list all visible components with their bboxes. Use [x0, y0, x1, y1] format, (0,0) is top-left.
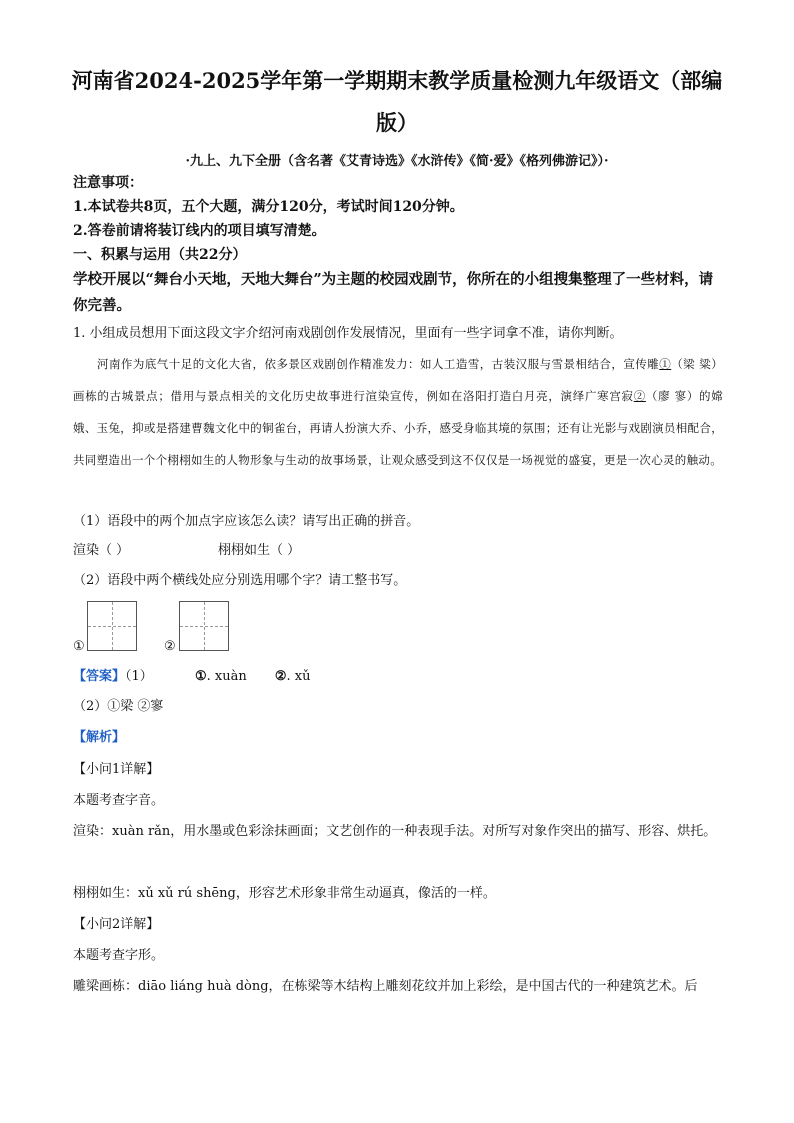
grid-label-1: ① — [73, 639, 85, 654]
answer-1-prefix: （1） — [125, 669, 153, 684]
page-title: 河南省2024-2025学年第一学期期末教学质量检测九年级语文（部编 — [71, 68, 723, 93]
passage-part-2: （梁 粱）画栋的古城景点；借用与景点相关的文化历史故事进行渲染宣传，例如在洛阳打造白月亮，演绎广寒宫寂 — [73, 357, 724, 403]
exam-scope: ·九上、九下全册（含名著《艾青诗选》《水浒传》《简·爱》《格列佛游记》）· — [185, 154, 609, 169]
detail-1-text: 本题考查字音。 — [73, 793, 165, 808]
question-1-stem: 1. 小组成员想用下面这段文字介绍河南戏剧创作发展情况，里面有一些字词拿不准，请你判断。 — [73, 326, 623, 341]
detail-2-heading: 【小问2详解】 — [73, 917, 160, 932]
section-heading-1: 一、积累与运用（共22分） — [73, 247, 247, 263]
writing-grid-1 — [87, 601, 137, 651]
answer-tag: 【答案】 — [73, 669, 126, 684]
analysis-tag: 【解析】 — [73, 730, 126, 745]
pinyin-blank-1: 渲染（ ） — [73, 543, 130, 558]
question-1-passage — [73, 348, 723, 476]
passage-part-3: （廖 寥）的嫦娥、玉兔，抑或是搭建曹魏文化中的铜雀台，再请人扮演大乔、小乔，感受身临其境的氛围；还有让光影与戏剧演员相配合，共同塑造出一个个栩栩如生的人物形象与生动的故事场景，让观众感受到这不仅仅是一场视觉的盛宴，更是一次心灵的触动。 — [73, 389, 723, 467]
page-title-continued: 版） — [376, 110, 418, 135]
notice-item-1: 1.本试卷共8页，五个大题，满分120分，考试时间120分钟。 — [73, 199, 464, 215]
answer-1-a-num: ① — [194, 669, 207, 684]
notice-heading: 注意事项： — [73, 175, 143, 191]
answer-1-b: . xǔ — [286, 669, 311, 684]
answer-line-2: （2）①梁 ②寥 — [73, 699, 164, 714]
answer-1-a: . xuàn — [206, 669, 247, 684]
blank-marker-1: ① — [659, 357, 672, 371]
notice-item-2: 2.答卷前请将装订线内的项目填写清楚。 — [73, 223, 326, 239]
explanation-xuanran: 渲染：xuàn rǎn，用水墨或色彩涂抹画面；文艺创作的一种表现手法。对所写对象作突出的描写、形容、烘托。 — [73, 824, 717, 839]
pinyin-blank-2: 栩栩如生（ ） — [218, 543, 301, 558]
explanation-diaoliang: 雕梁画栋：diāo liáng huà dòng，在栋梁等木结构上雕刻花纹并加上彩绘，是中国古代的一种建筑艺术。后 — [73, 979, 698, 994]
answer-1-b-num: ② — [274, 669, 287, 684]
blank-marker-2: ② — [633, 389, 646, 403]
answer-line-1 — [73, 669, 310, 685]
writing-grid-2 — [179, 601, 229, 651]
grid-label-2: ② — [164, 639, 176, 654]
passage-part-1: 河南作为底气十足的文化大省，依多景区戏剧创作精准发力：如人工造雪，古装汉服与雪景相结合，宣传雕 — [97, 357, 660, 371]
sub-question-1: （1）语段中的两个加点字应该怎么读？请写出正确的拼音。 — [73, 514, 420, 529]
detail-2-text: 本题考查字形。 — [73, 948, 165, 963]
explanation-xuxu: 栩栩如生：xǔ xǔ rú shēng，形容艺术形象非常生动逼真，像活的一样。 — [73, 886, 496, 901]
detail-1-heading: 【小问1详解】 — [73, 762, 160, 777]
section-intro: 学校开展以“舞台小天地，天地大舞台”为主题的校园戏剧节，你所在的小组搜集整理了一些材料，请你完善。 — [73, 271, 714, 314]
sub-question-2: （2）语段中两个横线处应分别选用哪个字？请工整书写。 — [73, 573, 407, 588]
